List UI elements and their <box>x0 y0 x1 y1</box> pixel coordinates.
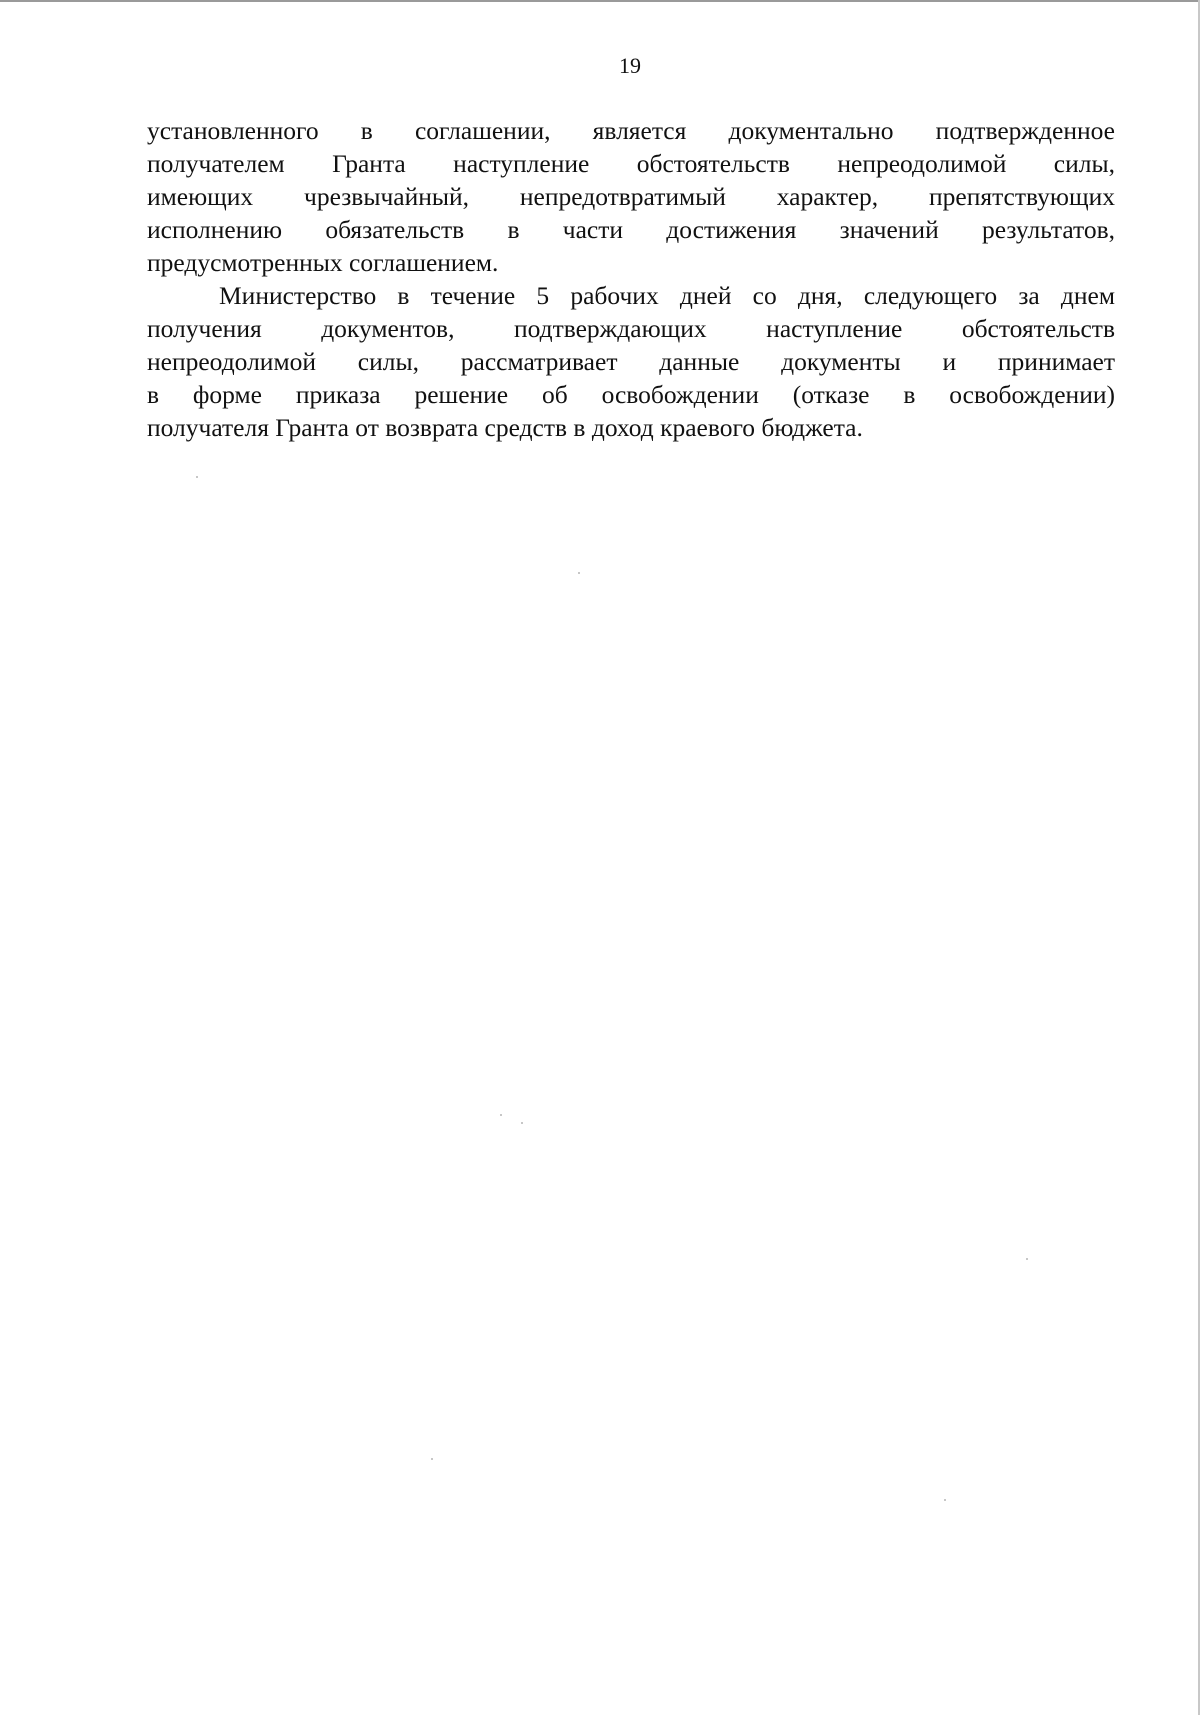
paragraph-1 <box>147 114 1115 279</box>
text-line: получения документов, подтверждающих наступление обстоятельств <box>147 314 1115 343</box>
paragraph-2 <box>147 279 1115 444</box>
text-line: исполнению обязательств в части достижения значений результатов, <box>147 215 1115 244</box>
scan-speck <box>196 476 198 478</box>
text-line: получателя Гранта от возврата средств в доход краевого бюджета. <box>147 413 863 442</box>
text-line: предусмотренных соглашением. <box>147 248 499 277</box>
text-line: установленного в соглашении, является документально подтвержденное <box>147 116 1115 145</box>
scan-speck <box>944 1499 946 1501</box>
page-number: 19 <box>619 53 641 78</box>
scan-top-edge <box>0 0 1200 2</box>
scan-speck <box>500 1114 502 1116</box>
text-line: получателем Гранта наступление обстоятельств непреодолимой силы, <box>147 149 1115 178</box>
scan-speck <box>578 572 580 574</box>
text-line: Министерство в течение 5 рабочих дней со дня, следующего за днем <box>219 281 1115 310</box>
scan-speck <box>431 1458 433 1460</box>
text-line: в форме приказа решение об освобождении (отказе в освобождении) <box>147 380 1115 409</box>
document-body <box>147 114 1115 444</box>
text-line: непреодолимой силы, рассматривает данные документы и принимает <box>147 347 1115 376</box>
text-line: имеющих чрезвычайный, непредотвратимый характер, препятствующих <box>147 182 1115 211</box>
scan-speck <box>1026 1258 1028 1260</box>
scan-speck <box>521 1122 523 1124</box>
